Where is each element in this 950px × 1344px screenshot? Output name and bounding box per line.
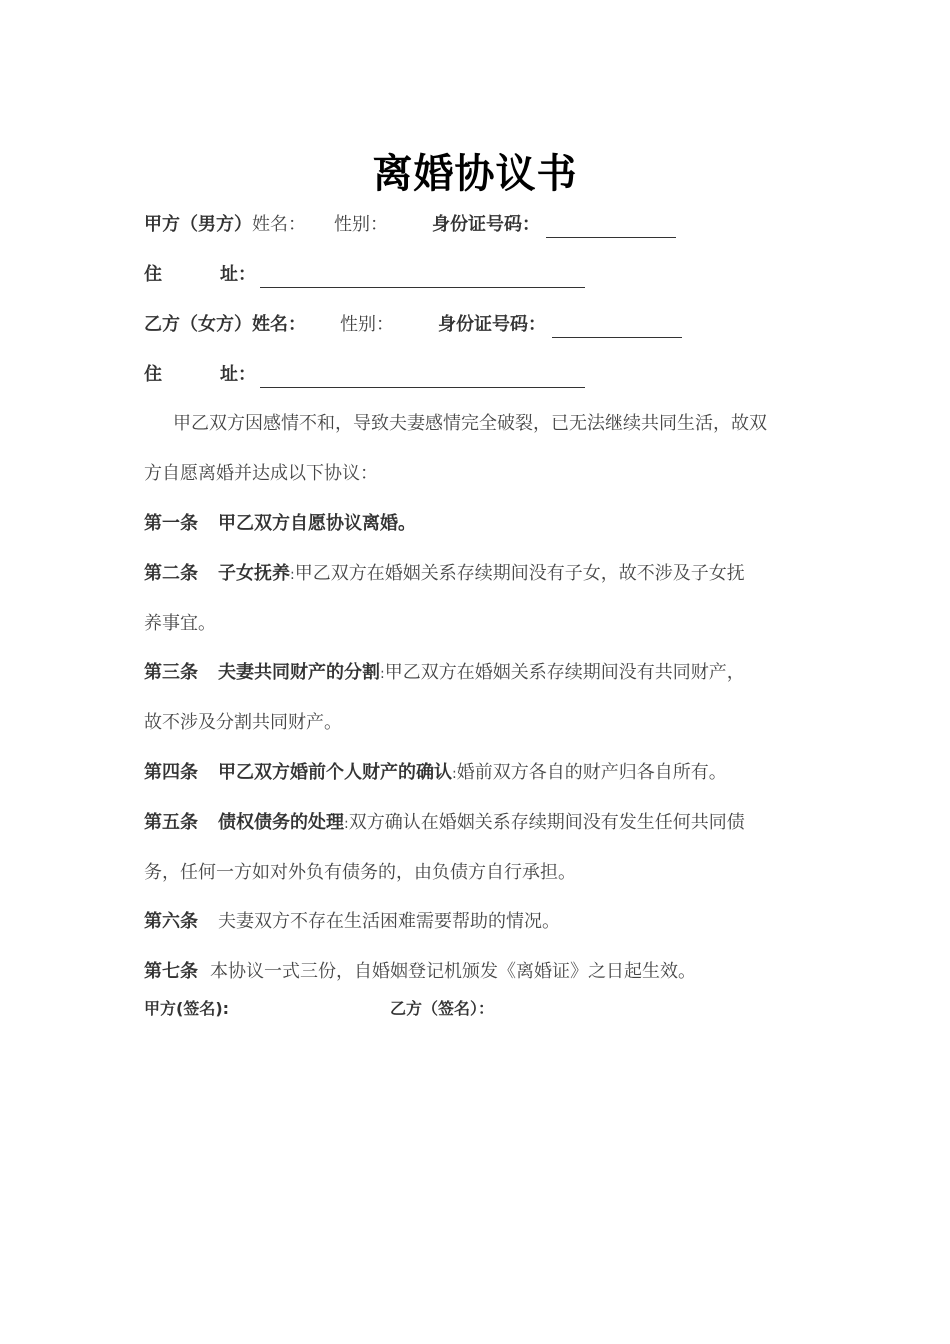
party-b-signature-label: 乙方（签名）： — [390, 999, 495, 1018]
intro-line-2: 方自愿离婚并达成以下协议： — [144, 463, 378, 484]
intro-line-1: 甲乙双方因感情不和，导致夫妻感情完全破裂，已无法继续共同生活，故双 — [173, 413, 767, 434]
article-5-separator: : — [344, 816, 349, 832]
article-3-number: 第三条 — [144, 662, 198, 683]
party-b-id-blank — [552, 315, 682, 338]
party-a-info-line — [144, 212, 676, 238]
party-b-id-label: 身份证号码： — [438, 314, 546, 335]
article-1 — [144, 511, 416, 537]
article-7-text: 本协议一式三份，自婚姻登记机颁发《离婚证》之日起生效。 — [210, 961, 696, 982]
party-a-address-blank — [260, 265, 585, 288]
article-5 — [144, 810, 745, 837]
article-2-heading: 子女抚养 — [218, 563, 290, 584]
article-3-heading: 夫妻共同财产的分割 — [218, 662, 380, 683]
party-b-info-line — [144, 312, 682, 338]
article-4-separator: : — [452, 766, 457, 782]
article-7-number: 第七条 — [144, 961, 198, 982]
article-3-separator: : — [380, 666, 385, 682]
article-6-text: 夫妻双方不存在生活困难需要帮助的情况。 — [218, 911, 560, 932]
article-2-separator: : — [290, 567, 295, 583]
article-4 — [144, 760, 727, 787]
party-a-label: 甲方（男方） — [144, 214, 252, 235]
article-3-text-continued: 故不涉及分割共同财产。 — [144, 712, 342, 733]
article-4-number: 第四条 — [144, 762, 198, 783]
party-b-name-label: 姓名： — [252, 314, 306, 335]
party-a-gender-label: 性别： — [334, 214, 388, 235]
article-6 — [144, 909, 560, 935]
article-4-heading: 甲乙双方婚前个人财产的确认 — [218, 762, 452, 783]
article-1-number: 第一条 — [144, 513, 198, 534]
party-b-address-label-1: 住 — [144, 364, 162, 385]
party-a-name-label: 姓名： — [252, 214, 306, 235]
article-2-number: 第二条 — [144, 563, 198, 584]
article-5-heading: 债权债务的处理 — [218, 812, 344, 833]
article-4-text: 婚前双方各自的财产归各自所有。 — [456, 762, 727, 783]
article-2-text: 甲乙双方在婚姻关系存续期间没有子女，故不涉及子女抚 — [294, 563, 745, 584]
article-5-text-continued: 务，任何一方如对外负有债务的，由负债方自行承担。 — [144, 862, 576, 883]
party-b-gender-label: 性别： — [340, 314, 394, 335]
party-b-address-line — [144, 362, 585, 388]
party-b-label: 乙方（女方） — [144, 314, 252, 335]
article-7 — [144, 959, 696, 985]
article-6-number: 第六条 — [144, 911, 198, 932]
party-a-address-label-2: 址： — [220, 264, 256, 285]
article-2-text-continued: 养事宜。 — [144, 613, 216, 634]
article-1-heading: 甲乙双方自愿协议离婚。 — [218, 513, 416, 534]
party-b-address-label-2: 址： — [220, 364, 256, 385]
party-a-signature-label: 甲方(签名): — [144, 999, 230, 1018]
article-5-number: 第五条 — [144, 812, 198, 833]
article-2 — [144, 561, 745, 588]
party-a-id-label: 身份证号码： — [432, 214, 540, 235]
party-b-address-blank — [260, 365, 585, 388]
party-a-address-line — [144, 262, 585, 288]
document-title: 离婚协议书 — [372, 150, 578, 197]
article-5-text: 双方确认在婚姻关系存续期间没有发生任何共同债 — [348, 812, 745, 833]
article-3-text: 甲乙双方在婚姻关系存续期间没有共同财产， — [384, 662, 745, 683]
party-a-id-blank — [546, 215, 676, 238]
article-3 — [144, 660, 745, 687]
party-a-address-label-1: 住 — [144, 264, 162, 285]
